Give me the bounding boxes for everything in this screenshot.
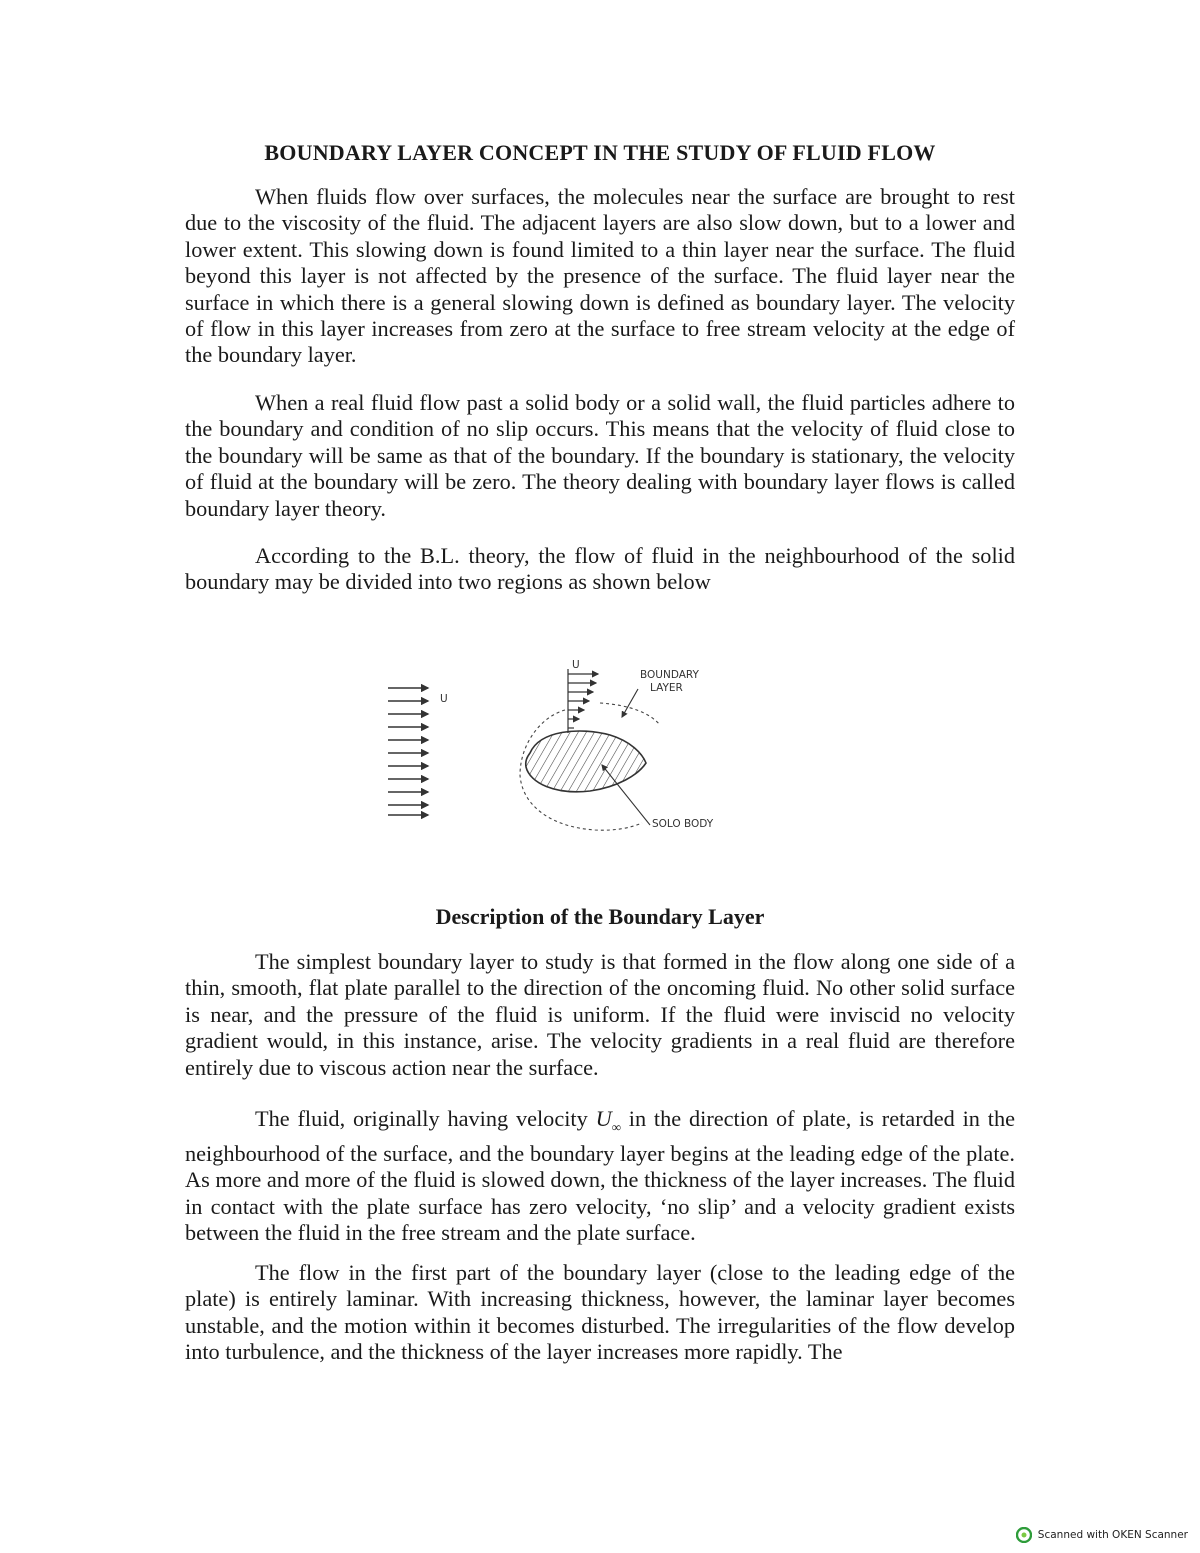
paragraph-velocity: [185, 1106, 1015, 1246]
layer-label: LAYER: [650, 682, 683, 694]
free-stream-arrows: [388, 688, 428, 815]
scanner-watermark: [1016, 1527, 1188, 1543]
free-stream-velocity-label: U: [440, 693, 448, 705]
section-heading: Description of the Boundary Layer: [435, 904, 765, 929]
boundary-layer-figure: [380, 655, 750, 845]
profile-velocity-label: U: [572, 659, 580, 671]
solid-body: [526, 731, 646, 792]
paragraph-intro: When fluids flow over surfaces, the molecules near the surface are brought to rest due to the viscosity of the fluid. The adjacent layers are also slow down, but to a lower and lower extent. This slowing down is found limited to a thin layer near the surface. The fluid beyond this layer is not affected by the presence of the surface. The fluid layer near the surface in which there is a general slowing down is defined as boundary layer. The velocity of flow in this layer increases from zero at the surface to free stream velocity at the edge of the boundary layer.: [185, 184, 1015, 368]
scanner-text: Scanned with OKEN Scanner: [1037, 1529, 1188, 1541]
oken-scanner-logo-icon: [1016, 1527, 1032, 1543]
velocity-profile-arrows: [568, 669, 598, 733]
paragraph-laminar: The flow in the first part of the boundary layer (close to the leading edge of the plate) is entirely laminar. With increasing thickness, however, the laminar layer becomes unstable, and the motion within it becomes disturbed. The irregularities of the flow develop into turbulence, and the thickness of the layer increases more rapidly. The: [185, 1260, 1015, 1365]
solid-body-label: SOLO BODY: [652, 818, 714, 830]
boundary-layer-edge: [600, 703, 660, 725]
free-stream-velocity-symbol: $U_\infty$: [595, 1106, 621, 1135]
page-title: BOUNDARY LAYER CONCEPT IN THE STUDY OF FLUID FLOW: [264, 140, 936, 165]
boundary-layer-diagram: [380, 655, 750, 845]
boundary-layer-leader: [622, 689, 638, 717]
boundary-label: BOUNDARY: [640, 669, 699, 681]
paragraph-no-slip: When a real fluid flow past a solid body or a solid wall, the fluid particles adhere to the boundary and condition of no slip occurs. This means that the velocity of fluid close to the boundary will be same as that of the boundary. If the boundary is stationary, the velocity of fluid at the boundary will be zero. The theory dealing with boundary layer flows is called boundary layer theory.: [185, 390, 1015, 521]
p5-before: The fluid, originally having velocity: [255, 1106, 588, 1131]
paragraph-flat-plate: The simplest boundary layer to study is that formed in the flow along one side of a thin, smooth, flat plate parallel to the direction of the oncoming fluid. No other solid surface is near, and the pressure of the fluid is uniform. If the fluid were inviscid no velocity gradient would, in this instance, arise. The velocity gradients in a real fluid are therefore entirely due to viscous action near the surface.: [185, 949, 1015, 1080]
p5-after: in the direction of plate, is retarded in the neighbourhood of the surface, and the boundary layer begins at the leading edge of the plate. As more and more of the fluid is slowed down, the thickness of the layer increases. The fluid in contact with the plate surface has zero velocity, ‘no slip’ and a velocity gradient exists between the fluid in the free stream and the plate surface.: [185, 1106, 1016, 1246]
paragraph-regions: According to the B.L. theory, the flow of fluid in the neighbourhood of the solid boundary may be divided into two regions as shown below: [185, 543, 1015, 595]
